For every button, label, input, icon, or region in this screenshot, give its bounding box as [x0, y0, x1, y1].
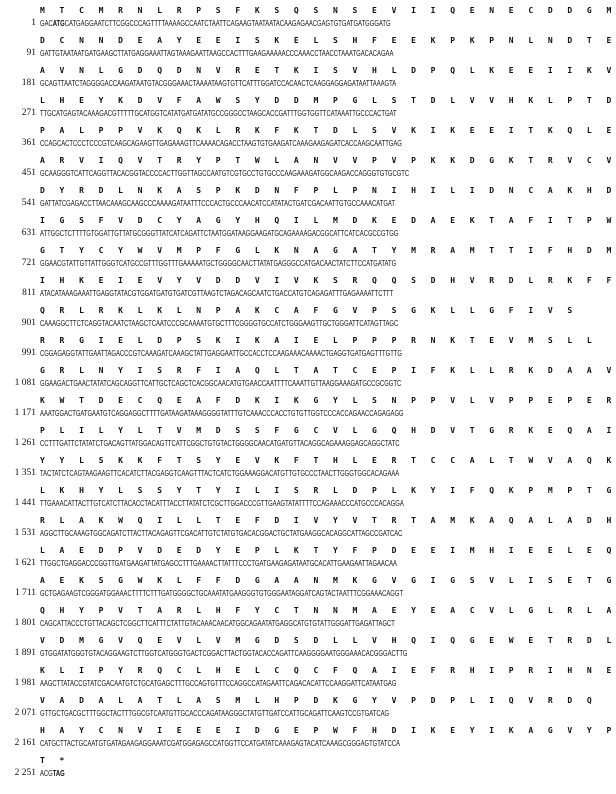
amino-acid-line: A R V I Q V T R Y P T W L A N V V P V P K K D G K T R V C V: [40, 156, 616, 165]
sequence-block: [0, 184, 616, 214]
position-number: 451: [21, 168, 36, 178]
sequence-block: [0, 724, 616, 754]
position-number: 721: [21, 258, 36, 268]
position-number: 91: [26, 48, 36, 58]
nucleotide-line: GCAGTTAATCTAGGGGACCAAGATAATGTACGGGAAACTAAAATAAGTGTTCATTTGGATCCACAACTCAAGGAGGAGATAATTAAAGTA: [40, 79, 397, 88]
amino-acid-line: V D M G V Q E V L V M G D S D L L V H Q I Q G E W E T R D L: [40, 636, 616, 645]
sequence-block: [0, 124, 616, 154]
sequence-block: [0, 424, 616, 454]
nucleotide-line: GCTGAGAAGTCGGGATGGAAACTTTTCTTTGATGGGGCTGCAAATATGAAGGGTGTGGGAATAGGATCAGTACTAATTTCGGAAACAGGT: [40, 589, 404, 598]
sequence-block: [0, 64, 616, 94]
sequence-block: [0, 544, 616, 574]
nucleotide-line: ACGTAG: [40, 769, 65, 778]
position-number: 1 081: [14, 378, 36, 388]
nucleotide-line: TTGGCTGAGGACCCGGTTGATGAAGATTATGAGCCTTTGAAAACTTATTTCCCTGATGAAGAGATAATGCACATTGAAGAATTAGAACAA: [40, 559, 397, 568]
amino-acid-line: D Y R D L N K A S P K D N F P L P N I H I L I D N C A K H D: [40, 186, 616, 195]
nucleotide-line: ATACATAAAGAAATTGAGGTATACGTGGATGATGTGATCGTTAAGTCTAGACAGCAATCTGACCATGTCAGAGATTTGAGAAAATTCTTT: [40, 289, 394, 298]
position-number: 1 711: [14, 588, 36, 598]
sequence-block: [0, 514, 616, 544]
sequence-block: [0, 454, 616, 484]
amino-acid-line: H A Y C N V I E E E I D G E P W F H D I K E Y I K A G V Y P: [40, 726, 616, 735]
sequence-block: [0, 244, 616, 274]
nucleotide-line: CAGCATTACCCTGTTACAGCTCGGCTTCATTTCTATTGTACAAACAACATGGCAGAATATGAGGCATGTGTATTGGGATTGAGATTAGCT: [40, 619, 395, 628]
amino-acid-line: P A L P P V K Q K L R K F K T D L S V K I K E E I T K Q L E: [40, 126, 616, 135]
nucleotide-line: GATTGTAATAATGATGAAGCTTATGAGGAAATTAGTAAAGAATTAAGCCACTTTGAAGAAAAACCCAAACCTAACCTAAATGACACAGAA: [40, 49, 394, 58]
amino-acid-line: A E K S G W K L F F D G A A N M K G V G I G S V L I S E T G: [40, 576, 616, 585]
amino-acid-line: L K H Y L S S Y T Y I L I S R L D P L K Y I F Q K P M P T G: [40, 486, 616, 495]
nucleotide-line: CGGAGAGGTATTGAATTAGACCCGTCAAAGATCAAAGCTATTGAGGAATTGCCACCTCCAAGAAACAAAACTGAGGTGATGAGTTTGTTG: [40, 349, 402, 358]
nucleotide-line: AGGCTTGCAAAGTGGCAGATCTTACTTACAGAGTTCGACATTGTCTATGTGACACGGACTGCTATGAAGGCACAGGCATTAGCCGATCAC: [40, 529, 403, 538]
amino-acid-line: P L I L Y L T V M D S S F G C V L G Q H D V T G R K E Q A I: [40, 426, 616, 435]
nucleotide-line: GTTGCTGACGCTTTGGCTACTTTGGCGTCAATGTTGCACCCAGATAAGGGCTATGTTGATCCATTGCAGATTCAAGTCCGTGATCAG: [40, 709, 390, 718]
amino-acid-line: R L A K W Q I L L T E F D I V Y V T R T A M K A Q A L A D H: [40, 516, 616, 525]
nucleotide-line: AAGCTTATACCGTATCGACAATGTCTGCATGAGCTTTGCCAGTGTTTCCAGGCCATAGAATTCAGACACATTCCAAGGATTCATAATGAG: [40, 679, 397, 688]
sequence-block: [0, 394, 616, 424]
position-number: 811: [22, 288, 36, 298]
amino-acid-line: K W T D E C Q E A F D K I K G Y L S N P P V L V P P E P E R: [40, 396, 616, 405]
position-number: 901: [21, 318, 36, 328]
nucleotide-line: GCAAGGGTCATTCAGGTTACACGGTACCCCACTTGGTTAGCCAATGTCGTGCCTGTGCCCAAGAAAGATGGCAAGACCAGGGTGTGCGTC: [40, 169, 410, 178]
nucleotide-line: CCTTTGATTCTATATCTGACAGTTATGGACAGTTCATTCGGCTGTGTACTGGGGCAACATGATGTTACAGGCAGAAAGGAGCAGGCTATC: [40, 439, 400, 448]
nucleotide-line: CAAAGGCTTCTCAGGTACAATCTAAGCTCAATCCCGCAAAATGTGCTTTCGGGGTGCCATCTGGGAAGTTGCTGGGATTCATAGTTAGC: [40, 319, 399, 328]
sequence-block: [0, 664, 616, 694]
position-number: 271: [21, 108, 36, 118]
amino-acid-line: A V N L G D Q D N V R E T K I S V H L D P Q L K E E I I K V: [40, 66, 616, 75]
amino-acid-line: T *: [40, 756, 70, 765]
amino-acid-line: K L I P Y R Q C L H E L C Q C F Q A I E F R H I P R I H N E: [40, 666, 616, 675]
sequence-document: [0, 4, 616, 794]
position-number: 541: [21, 198, 36, 208]
sequence-block: [0, 334, 597, 364]
sequence-block: [0, 604, 616, 634]
sequence-block: [0, 304, 578, 334]
position-number: 1 981: [14, 678, 36, 688]
sequence-block: [0, 694, 597, 724]
nucleotide-line: GACATGCATGAGGAATCTTCGGCCCAGTTTTAAAAGCCAATCTAATTCAGAAGTAATAATACAAGAGAACGAGTGTGATGATGGGATG: [40, 19, 391, 28]
amino-acid-line: R R G I E L D P S K I K A I E L P P P R N K T E V M S L L: [40, 336, 597, 345]
position-number: 1 351: [14, 468, 36, 478]
position-number: 1 621: [14, 558, 36, 568]
nucleotide-line: CCAGCACTCCCTCCCGTCAAGCAGAAGTTGAGAAAGTTCAAAACAGACCTAAGTGTGAAGATCAAAGAAGAGATCACCAAGCAATTGAG: [40, 139, 402, 148]
sequence-block: [0, 214, 616, 244]
nucleotide-line: ATTGGCTCTTTTGTGGATTGTTATGCGGGTTATCATCAGATTCTAATGGATAAGGAAGATGCAGAAAAGACGGCATTCATCACGCCGTGG: [40, 229, 399, 238]
nucleotide-line: GGAAGACTGAACTATATCAGCAGGTTCATTGCTCAGCTCACGGCAACATGTGAACCAATTTTCAAATTGTTAAGGAAAGATGCCGCGGTC: [40, 379, 402, 388]
position-number: 2 251: [14, 768, 36, 778]
nucleotide-line: TTGAAACATTACTTGTCATCTTACACCTACATTTACCTTATATCTCGCTTGGACCCGTTGAAGTATATTTTCCAGAAACCCATGCCCACAGGA: [40, 499, 404, 508]
position-number: 631: [21, 228, 36, 238]
nucleotide-line: GTGGATATGGGTGTACAGGAAGTCTTGGTCATGGGTGACTCGGACTTACTGGTACACCAGATTCAAGGGGAATGGGAAACACGGGACTTG: [40, 649, 408, 658]
sequence-block: [0, 364, 616, 394]
position-number: 1 441: [14, 498, 36, 508]
amino-acid-line: G R L N Y I S R F I A Q L T A T C E P I F K L L R K D A A V: [40, 366, 616, 375]
amino-acid-line: Q R L R K L K L N P A K C A F G V P S G K L L G F I V S: [40, 306, 578, 315]
amino-acid-line: L A E D P V D E D Y E P L K T Y F P D E E I M H I E E L E Q: [40, 546, 616, 555]
amino-acid-line: I G S F V D C Y A G Y H Q I L M D K E D A E K T A F I T P W: [40, 216, 616, 225]
start-codon: ATG: [52, 19, 65, 28]
nucleotide-line: TACTATCTCAGTAAGAAGTTCACATCTTACGAGGTCAAGTTTACTCATCTGGAAAGGACATGTTGTGCCCTAACTTGGGTGGCACAGAAA: [40, 469, 400, 478]
sequence-block: [0, 94, 616, 124]
amino-acid-line: M T C M R N L R P S F K S Q S N S E V I I Q E N E C D D G M: [40, 6, 616, 15]
position-number: 1 891: [14, 648, 36, 658]
sequence-block: [0, 484, 616, 514]
position-number: 361: [21, 138, 36, 148]
sequence-block: [0, 154, 616, 184]
position-number: 1 171: [14, 408, 36, 418]
position-number: 1 531: [14, 528, 36, 538]
amino-acid-line: D C N N D E A Y E E I S K E L S H F E E K P K P N L N D T E: [40, 36, 616, 45]
position-number: 1: [31, 18, 36, 28]
stop-codon: TAG: [52, 769, 65, 778]
sequence-block: [0, 4, 616, 34]
position-number: 1 801: [14, 618, 36, 628]
nucleotide-line: CATGCTTACTGCAATGTGATAGAAGAGGAAATCGATGGAGAGCCATGGTTCCATGATATCAAAGAGTACATCAAAGCGGGAGTGTATCCA: [40, 739, 400, 748]
amino-acid-line: G T Y C Y W V M P F G L K N A G A T Y M R A M T T I F H D M: [40, 246, 616, 255]
position-number: 1 261: [14, 438, 36, 448]
amino-acid-line: Q H Y P V T A R L H F Y C T N N M A E Y E A C V L G L R L A: [40, 606, 616, 615]
amino-acid-line: V A D A L A T L A S M L H P D K G Y V P D P L I Q V R D Q: [40, 696, 597, 705]
sequence-block: [0, 34, 616, 64]
nucleotide-line: GGAACGTATTGTTATTGGGTCATGCCGTTTGGTTTGAAAAATGCTGGGGCAACTTATATGAGGGCCATGACAACTATCTTCCATGATATG: [40, 259, 397, 268]
position-number: 2 071: [14, 708, 36, 718]
nucleotide-line: TTGCATGAGTACAAAGACGTTTTTGCATGGTCATATGATGATATGCCGGGCCTAAGCACCGATTTGGTGGTTCATAAATTGCCCACTGAT: [40, 109, 397, 118]
amino-acid-line: L H E Y K D V F A W S Y D D M P G L S T D L V V H K L P T D: [40, 96, 616, 105]
sequence-block: [0, 634, 616, 664]
sequence-block: [0, 754, 491, 794]
sequence-block: [0, 274, 616, 304]
amino-acid-line: Y Y L S K K F T S Y E V K F T H L E R T C C A L T W V A Q K: [40, 456, 616, 465]
sequence-block: [0, 574, 616, 604]
nucleotide-line: AAATGGACTGATGAATGTCAGGAGGCTTTTGATAAGATAAAGGGGTATTTGTCAAACCCACCTGTGTTGGTCCCACCAGAACCAGAGAGG: [40, 409, 404, 418]
position-number: 991: [21, 348, 36, 358]
amino-acid-line: I H K E I E V Y V D D V I V K S R Q Q S D H V R D L R K F F: [40, 276, 616, 285]
position-number: 2 161: [14, 738, 36, 748]
position-number: 181: [21, 78, 36, 88]
nucleotide-line: GATTATCGAGACCTTAACAAAGCAAGCCCAAAAGATAATTTCCCACTGCCCAACATCCATATACTGATCGACAATTGTGCCAAACATGAT: [40, 199, 395, 208]
